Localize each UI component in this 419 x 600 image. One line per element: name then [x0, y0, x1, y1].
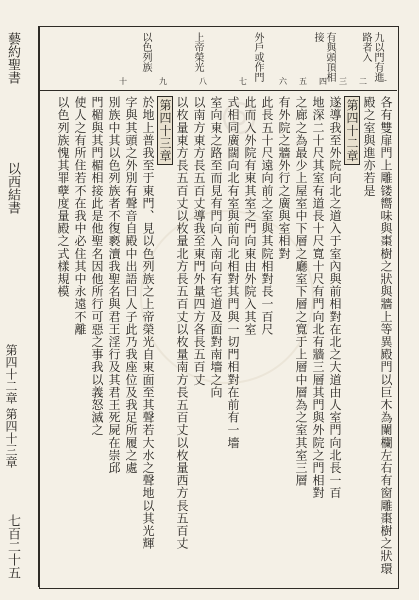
chapter-heading [158, 96, 171, 165]
text-column: 有外院之牆外行之廣與室相對 [277, 96, 291, 260]
note: 九以門有進路者入 [360, 32, 383, 82]
heading-42: 第四十二章 [344, 96, 360, 165]
text-column: 此而入外院有東其室之門向東由外院入其室 [243, 96, 257, 336]
text-column: 式相同廣闊向北有室與前向北相對其門與一切門相對在前有一墻 [226, 96, 240, 449]
text-column: 於地上普我至于東門、見以色列族之上帝榮光自東面至其聲若大水之聲地以其光輝 [141, 96, 155, 550]
text-column: 室向東之路至而見有門向入南向有宅道及面對南墻之向 [209, 96, 223, 399]
text-column: 地深二十尺其室有道長十尺寬十尺有門向北有牆三層其門與外院之門相對 [311, 96, 325, 500]
text-column: 殿之室與進亦若是 [362, 96, 376, 197]
verse-number: 六 [279, 77, 287, 86]
book-title: 藝約聖書 [5, 32, 20, 84]
verse-number: 五 [299, 77, 307, 86]
chapter-heading [345, 96, 358, 165]
text-column: 遂導我至外院向北之道入于室內與前相對在北之大道由人室門向北長一百 [328, 96, 342, 500]
verse-number-bar [39, 74, 397, 90]
verse-number: 七 [239, 77, 247, 86]
verse-number: 八 [199, 77, 207, 86]
verse-number: 四 [319, 77, 327, 86]
verse-number: 二 [359, 77, 367, 86]
text-column: 各有雙扉門上雕镂嚮味與棗樹之狀與牆上等異殿門以巨木為闌欄左右有窗雕棗樹之狀環 [379, 96, 393, 575]
text-column: 以色列族愧其罪孽度量殿之式樣規模 [56, 96, 70, 298]
page-number: 七百二十五 [5, 514, 20, 579]
text-column: 此長五十尺遠向前之室與其院相對長一百尺 [260, 96, 274, 336]
note: 有與頭頂相接 [312, 32, 335, 82]
text-column: 字與其頭之外別有聲音自殿中出語曰人子此乃我座位及我足所履之處 [124, 96, 138, 474]
note: 外戶或作門 [252, 32, 263, 82]
verse-number: 一 [379, 77, 387, 86]
note: 以色列族 [140, 32, 151, 72]
text-column: 以南方東方長五百丈導我至東門外量四方各長五百丈 [192, 96, 206, 386]
text-column: 門楣與其門楣相接此是他聖名因他所行可惡之事我以義怒滅之 [90, 96, 104, 437]
text-column: 之廊之為最少上屋室中下層之廳室下層之寬于上層中層為之室其室三層 [294, 96, 308, 487]
verse-number: 十 [119, 77, 127, 86]
page-spine-margin [0, 26, 39, 587]
note: 上帝榮光 [192, 32, 203, 72]
verse-number: 九 [159, 77, 167, 86]
verse-number: 三 [339, 77, 347, 86]
text-column: 以枚量東方長五百丈以枚量北方長五百丈以枚量南方長五百丈以枚量西方長五百丈 [175, 96, 189, 550]
watermark-mark: ◎ [215, 86, 262, 143]
text-column: 使人之有所住若不在我中必住其中永遠不離 [73, 96, 87, 336]
section-title: 以西結書 [5, 162, 20, 214]
text-column: 別族中其以色列族者不復褻瀆我聖名與君王淫行及其君王死屍在崇邱 [107, 96, 121, 474]
chapter-range: 第四十二章 第四十三章 [4, 344, 18, 468]
heading-43: 第四十三章 [157, 96, 173, 165]
library-seal-watermark [140, 210, 314, 384]
